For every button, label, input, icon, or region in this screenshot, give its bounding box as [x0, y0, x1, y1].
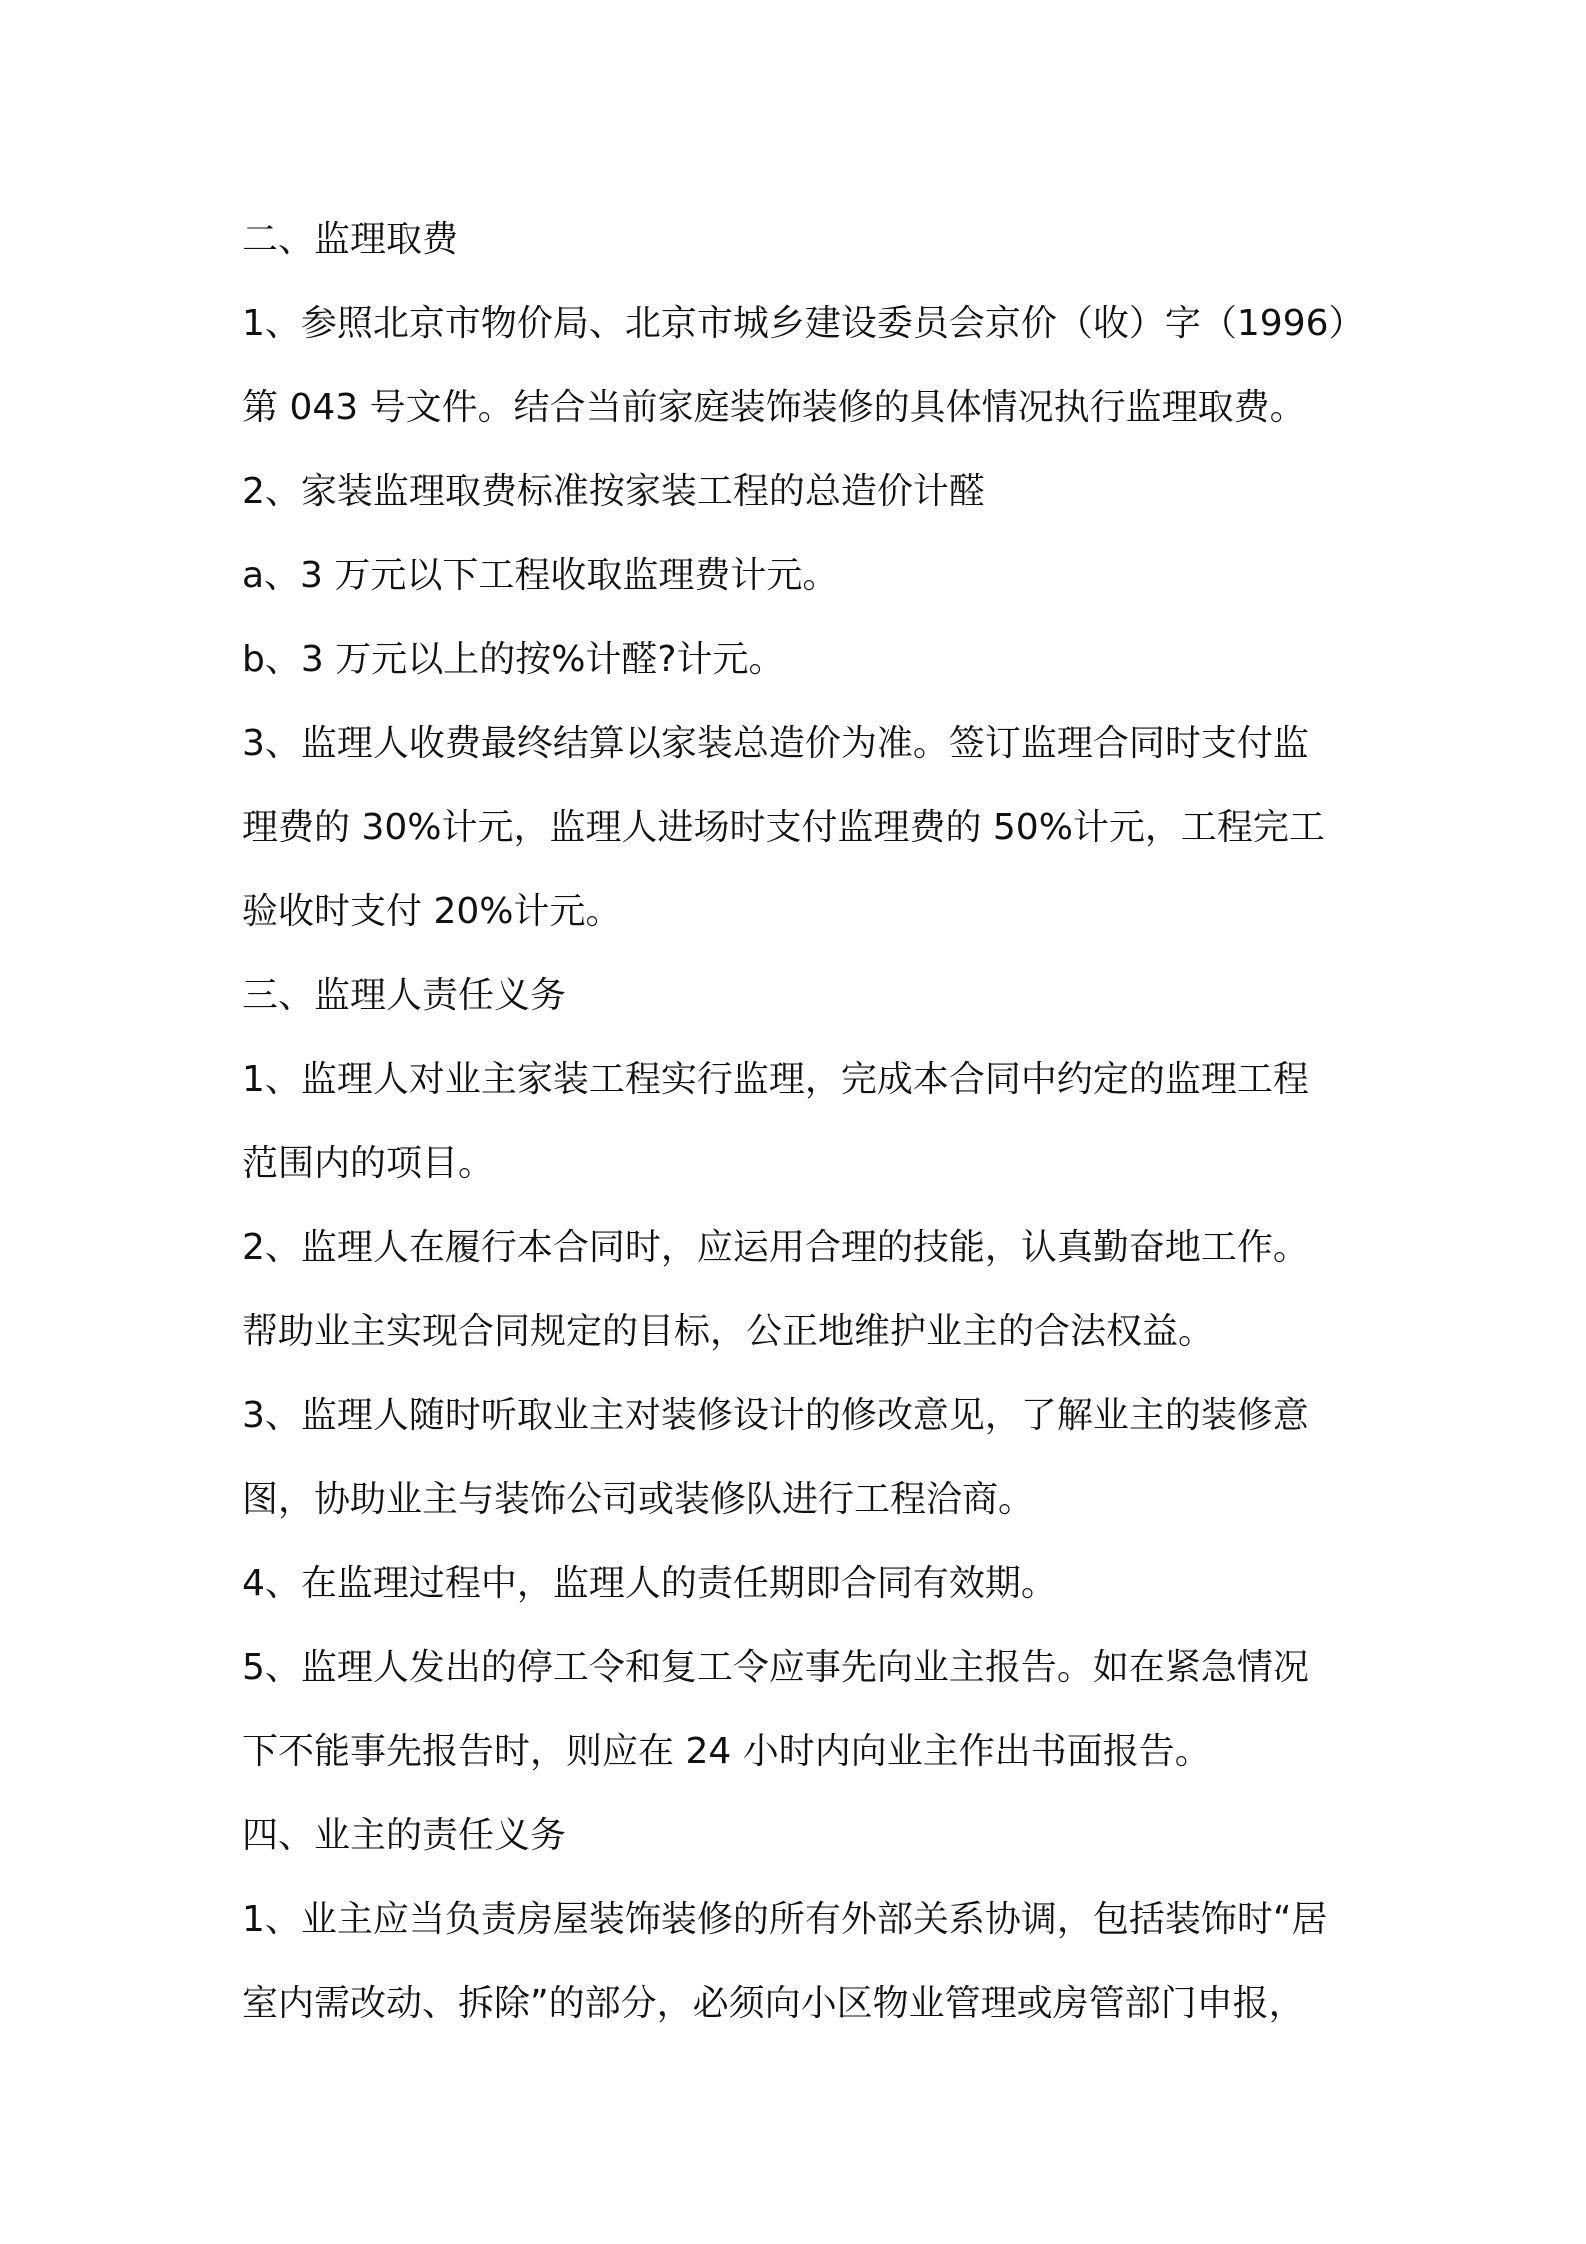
paragraph-line: a、3 万元以下工程收取监理费计元。	[242, 555, 839, 596]
paragraph-line: 理费的 30%计元，监理人进场时支付监理费的 50%计元，工程完工	[242, 807, 1325, 848]
document-body	[242, 198, 1365, 2046]
paragraph-line: 2、监理人在履行本合同时，应运用合理的技能，认真勤奋地工作。	[242, 1227, 1309, 1268]
section-heading-fees: 二、监理取费	[242, 219, 459, 260]
paragraph-line: 1、监理人对业主家装工程实行监理，完成本合同中约定的监理工程	[242, 1059, 1309, 1100]
section-heading-supervisor-duties: 三、监理人责任义务	[242, 975, 567, 1016]
paragraph-line: 第 043 号文件。结合当前家庭装饰装修的具体情况执行监理取费。	[242, 387, 1306, 428]
paragraph-line: 5、监理人发出的停工令和复工令应事先向业主报告。如在紧急情况	[242, 1647, 1309, 1688]
paragraph-line: 1、业主应当负责房屋装饰装修的所有外部关系协调，包括装饰时“居	[242, 1899, 1328, 1940]
paragraph-line: 1、参照北京市物价局、北京市城乡建设委员会京价（收）字（1996）	[242, 303, 1365, 344]
paragraph-line: 下不能事先报告时，则应在 24 小时内向业主作出书面报告。	[242, 1731, 1211, 1772]
paragraph-line: b、3 万元以上的按%计醛?计元。	[242, 639, 785, 680]
paragraph-line: 2、家装监理取费标准按家装工程的总造价计醛	[242, 471, 985, 512]
paragraph-line: 3、监理人随时听取业主对装修设计的修改意见，了解业主的装修意	[242, 1395, 1309, 1436]
section-heading-owner-duties: 四、业主的责任义务	[242, 1815, 567, 1856]
paragraph-line: 3、监理人收费最终结算以家装总造价为准。签订监理合同时支付监	[242, 723, 1309, 764]
paragraph-line: 4、在监理过程中，监理人的责任期即合同有效期。	[242, 1563, 1057, 1604]
paragraph-line: 室内需改动、拆除”的部分，必须向小区物业管理或房管部门申报，	[242, 1983, 1305, 2024]
paragraph-line: 图，协助业主与装饰公司或装修队进行工程洽商。	[242, 1479, 1035, 1520]
paragraph-line: 帮助业主实现合同规定的目标，公正地维护业主的合法权益。	[242, 1311, 1215, 1352]
paragraph-line: 范围内的项目。	[242, 1143, 495, 1184]
paragraph-line: 验收时支付 20%计元。	[242, 891, 622, 932]
